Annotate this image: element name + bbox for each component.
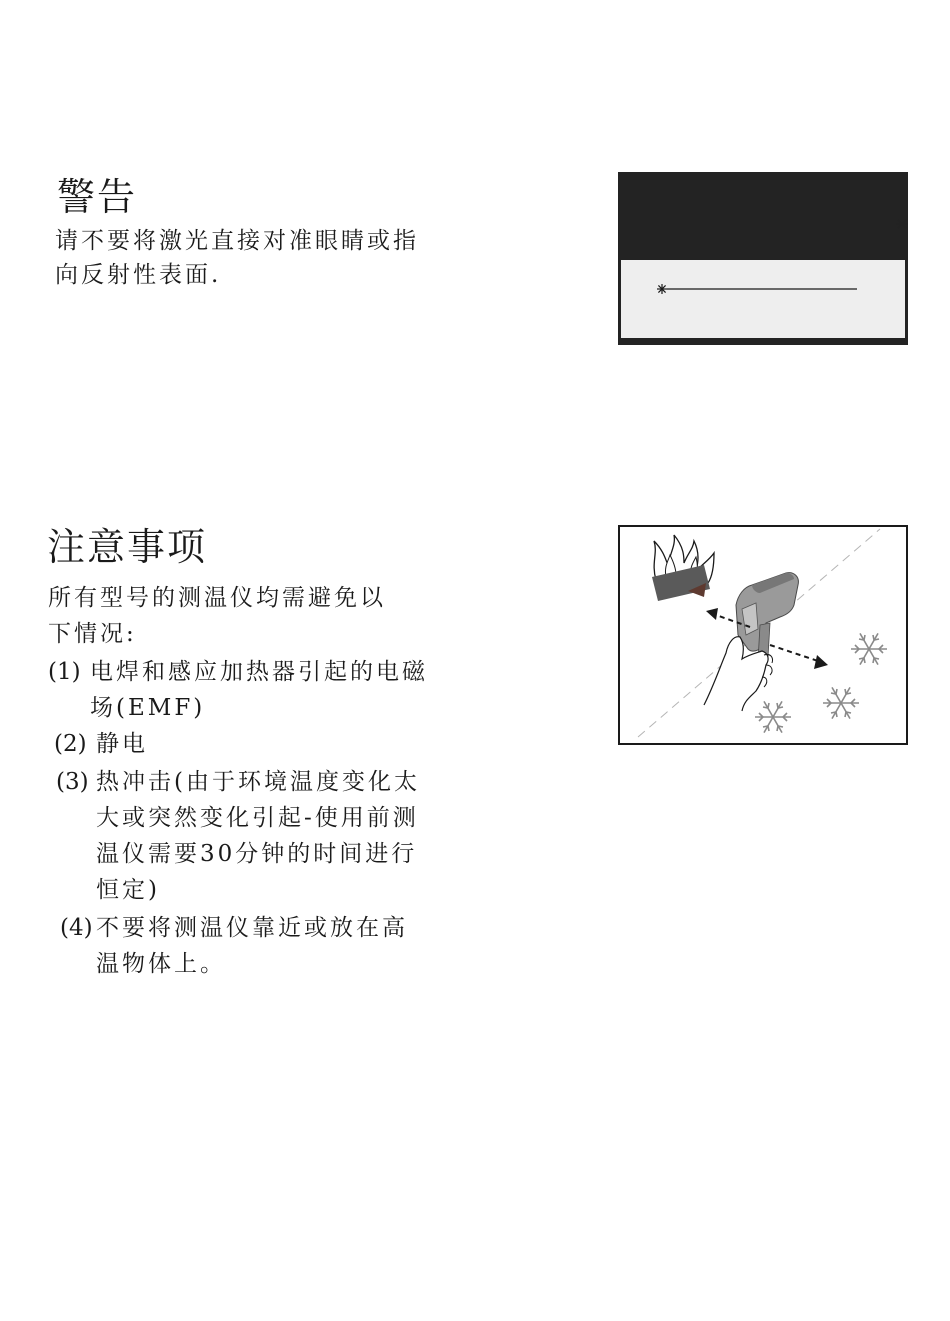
warning-title: 警告 [57,175,138,219]
cautions-title: 注意事项 [47,525,208,569]
cautions-intro: 所有型号的测温仪均需避免以下情况: [48,585,386,647]
caution-item-2 [48,726,438,762]
caution-item-1 [48,654,438,726]
laser-emitter-icon [657,284,667,294]
caution-item-text: 静电 [96,731,148,757]
caution-item-4 [48,910,426,982]
cautions-list [48,654,438,982]
laser-warning-icon [896,218,908,230]
cautions-figure [618,525,908,745]
caution-item-number: (1) [48,659,81,685]
caution-item-number: (3) [56,769,89,795]
laser-panel-inner [621,260,905,338]
caution-item-number: (2) [54,731,87,757]
caution-item-text: 热冲击(由于环境温度变化太大或突然变化引起-使用前测温仪需要30分钟的时间进行恒定) [96,769,420,903]
caution-item-text: 电焊和感应加热器引起的电磁场(EMF) [90,659,428,721]
caution-item-text: 不要将测温仪靠近或放在高温物体上。 [96,915,408,977]
laser-warning-figure [618,172,908,347]
warning-text: 请不要将激光直接对准眼睛或指向反射性表面. [55,228,419,288]
caution-item-number: (4) [60,915,93,941]
caution-item-3 [48,764,436,908]
